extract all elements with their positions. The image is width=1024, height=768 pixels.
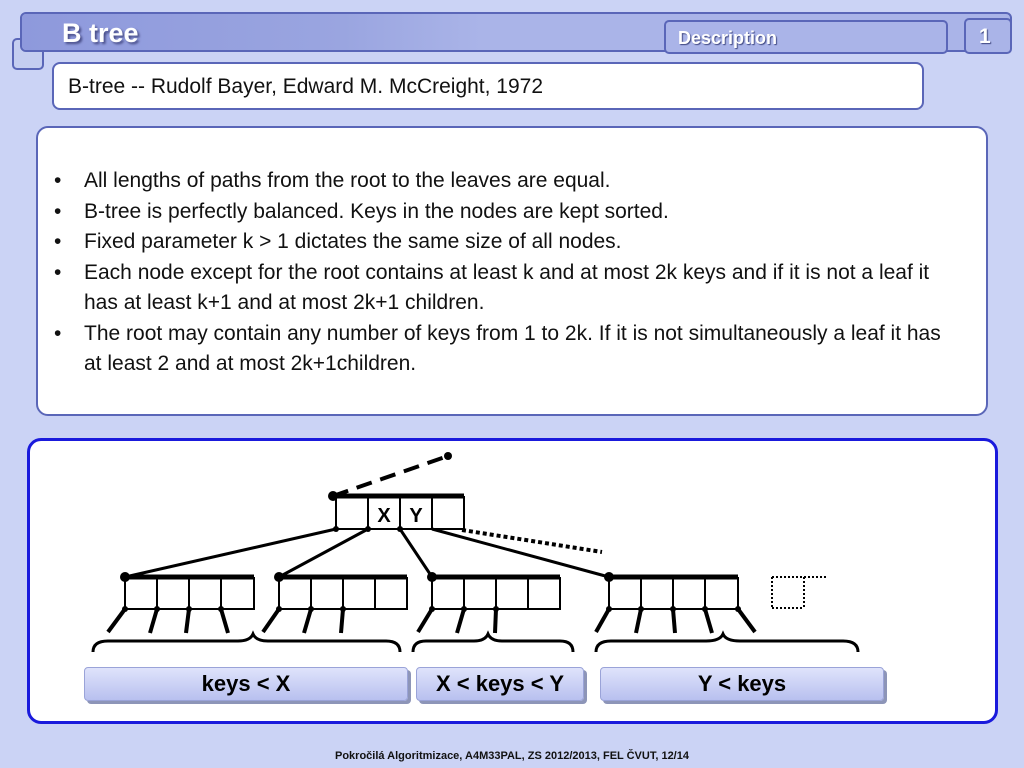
edge-child-4 — [432, 529, 609, 577]
subtitle-text: B-tree -- Rudolf Bayer, Edward M. McCreight, 1972 — [68, 75, 544, 98]
slide-title: B tree — [62, 18, 139, 48]
bullet-panel — [36, 126, 988, 416]
bullet-dot: • — [54, 260, 62, 284]
root-key-y: Y — [409, 505, 423, 527]
brace-right — [596, 634, 858, 652]
bullet-text: Each node except for the root contains at least k and at most 2k keys and if it is not a leaf it has at least k+1 and at most 2k+1 children. — [84, 260, 930, 314]
partial-node — [772, 577, 828, 608]
subtitle-box — [52, 62, 924, 110]
bullet-item — [52, 197, 962, 228]
child-node-1 — [108, 572, 254, 633]
range-label-between: X < keys < Y — [416, 667, 584, 701]
page-number-box — [964, 18, 1012, 54]
brace-left — [93, 634, 400, 652]
edge-dot — [444, 452, 452, 460]
brace-middle — [413, 634, 573, 652]
section-tab — [664, 20, 948, 54]
footer: Pokročilá Algoritmizace, A4M33PAL, ZS 2012/2013, FEL ČVUT, 12/14 — [335, 750, 689, 762]
range-label-less-x: keys < X — [84, 667, 408, 701]
bullet-item — [52, 258, 962, 319]
child-node-2 — [263, 572, 407, 633]
bullet-dot: • — [54, 321, 62, 345]
bullet-dot: • — [54, 230, 62, 253]
section-label: Description — [678, 28, 778, 48]
edge-child-2 — [279, 529, 368, 577]
bullet-dot: • — [54, 169, 62, 192]
bullet-dot: • — [54, 199, 62, 223]
root-node — [328, 491, 464, 532]
edge-child-1 — [125, 529, 336, 577]
child-node-4 — [596, 572, 755, 633]
bullet-text: The root may contain any number of keys from 1 to 2k. If it is not simultaneously a leaf it has at least 2 and at most 2k+1children. — [84, 321, 941, 375]
root-parent-edge — [333, 456, 448, 496]
page-number: 1 — [979, 25, 991, 48]
range-label-greater-y: Y < keys — [600, 667, 884, 701]
child-node-3 — [418, 572, 560, 633]
bullet-text: B-tree is perfectly balanced. Keys in the nodes are kept sorted. — [84, 199, 669, 223]
root-sibling-edge — [462, 530, 602, 552]
edge-child-3 — [400, 529, 432, 577]
bullet-item — [52, 319, 962, 380]
bullet-item — [52, 227, 962, 258]
bullet-text: Fixed parameter k > 1 dictates the same size of all nodes. — [84, 230, 622, 253]
bullet-item — [52, 166, 962, 197]
root-key-x: X — [377, 505, 391, 527]
bullet-text: All lengths of paths from the root to the leaves are equal. — [84, 169, 611, 192]
bullet-list — [52, 166, 962, 380]
